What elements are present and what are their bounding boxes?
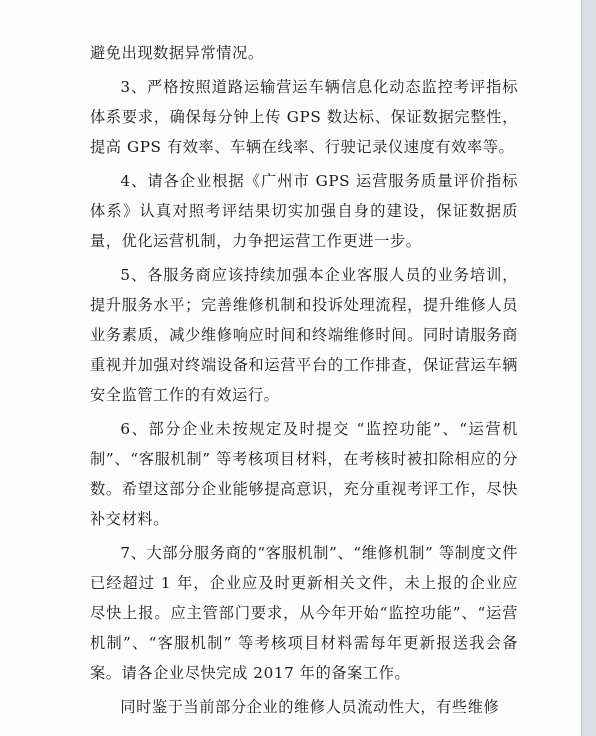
paragraph-item-5: 5、各服务商应该持续加强本企业客服人员的业务培训，提升服务水平；完善维修机制和投诉处理流程，提升维修人员业务素质，减少维修响应时间和终端维修时间。同时请服务商重视并加强对终端设备和运营平台的工作排查，保证营运车辆安全监管工作的有效运行。 xyxy=(90,266,518,404)
paragraph-item-3: 3、严格按照道路运输营运车辆信息化动态监控考评指标体系要求，确保每分钟上传 GPS 数达标、保证数据完整性，提高 GPS 有效率、车辆在线率、行驶记录仪速度有效率等。 xyxy=(90,78,518,156)
viewer-scrollbar[interactable] xyxy=(581,0,596,736)
paragraph-item-7: 7、大部分服务商的“客服机制”、“维修机制” 等制度文件已经超过 1 年，企业应及时更新相关文件，未上报的企业应尽快上报。应主管部门要求，从今年开始“监控功能”、“运营机制”、“客服机制” 等考核项目材料需每年更新报送我会备案。请各企业尽快完成 2017 年的备案工作。 xyxy=(90,544,518,682)
paragraph-item-4: 4、请各企业根据《广州市 GPS 运营服务质量评价指标体系》认真对照考评结果切实加强自身的建设，保证数据质量，优化运营机制，力争把运营工作更进一步。 xyxy=(90,172,518,250)
paragraph-continuation: 避免出现数据异常情况。 xyxy=(90,44,264,62)
paragraph-closing: 同时鉴于当前部分企业的维修人员流动性大，有些维修 xyxy=(120,698,500,716)
paragraph-item-6: 6、部分企业未按规定及时提交 “监控功能”、“运营机制”、“客服机制” 等考核项目材料，在考核时被扣除相应的分数。希望这部分企业能够提高意识，充分重视考评工作，尽快补交材料。 xyxy=(90,420,518,528)
document-body xyxy=(90,38,518,726)
